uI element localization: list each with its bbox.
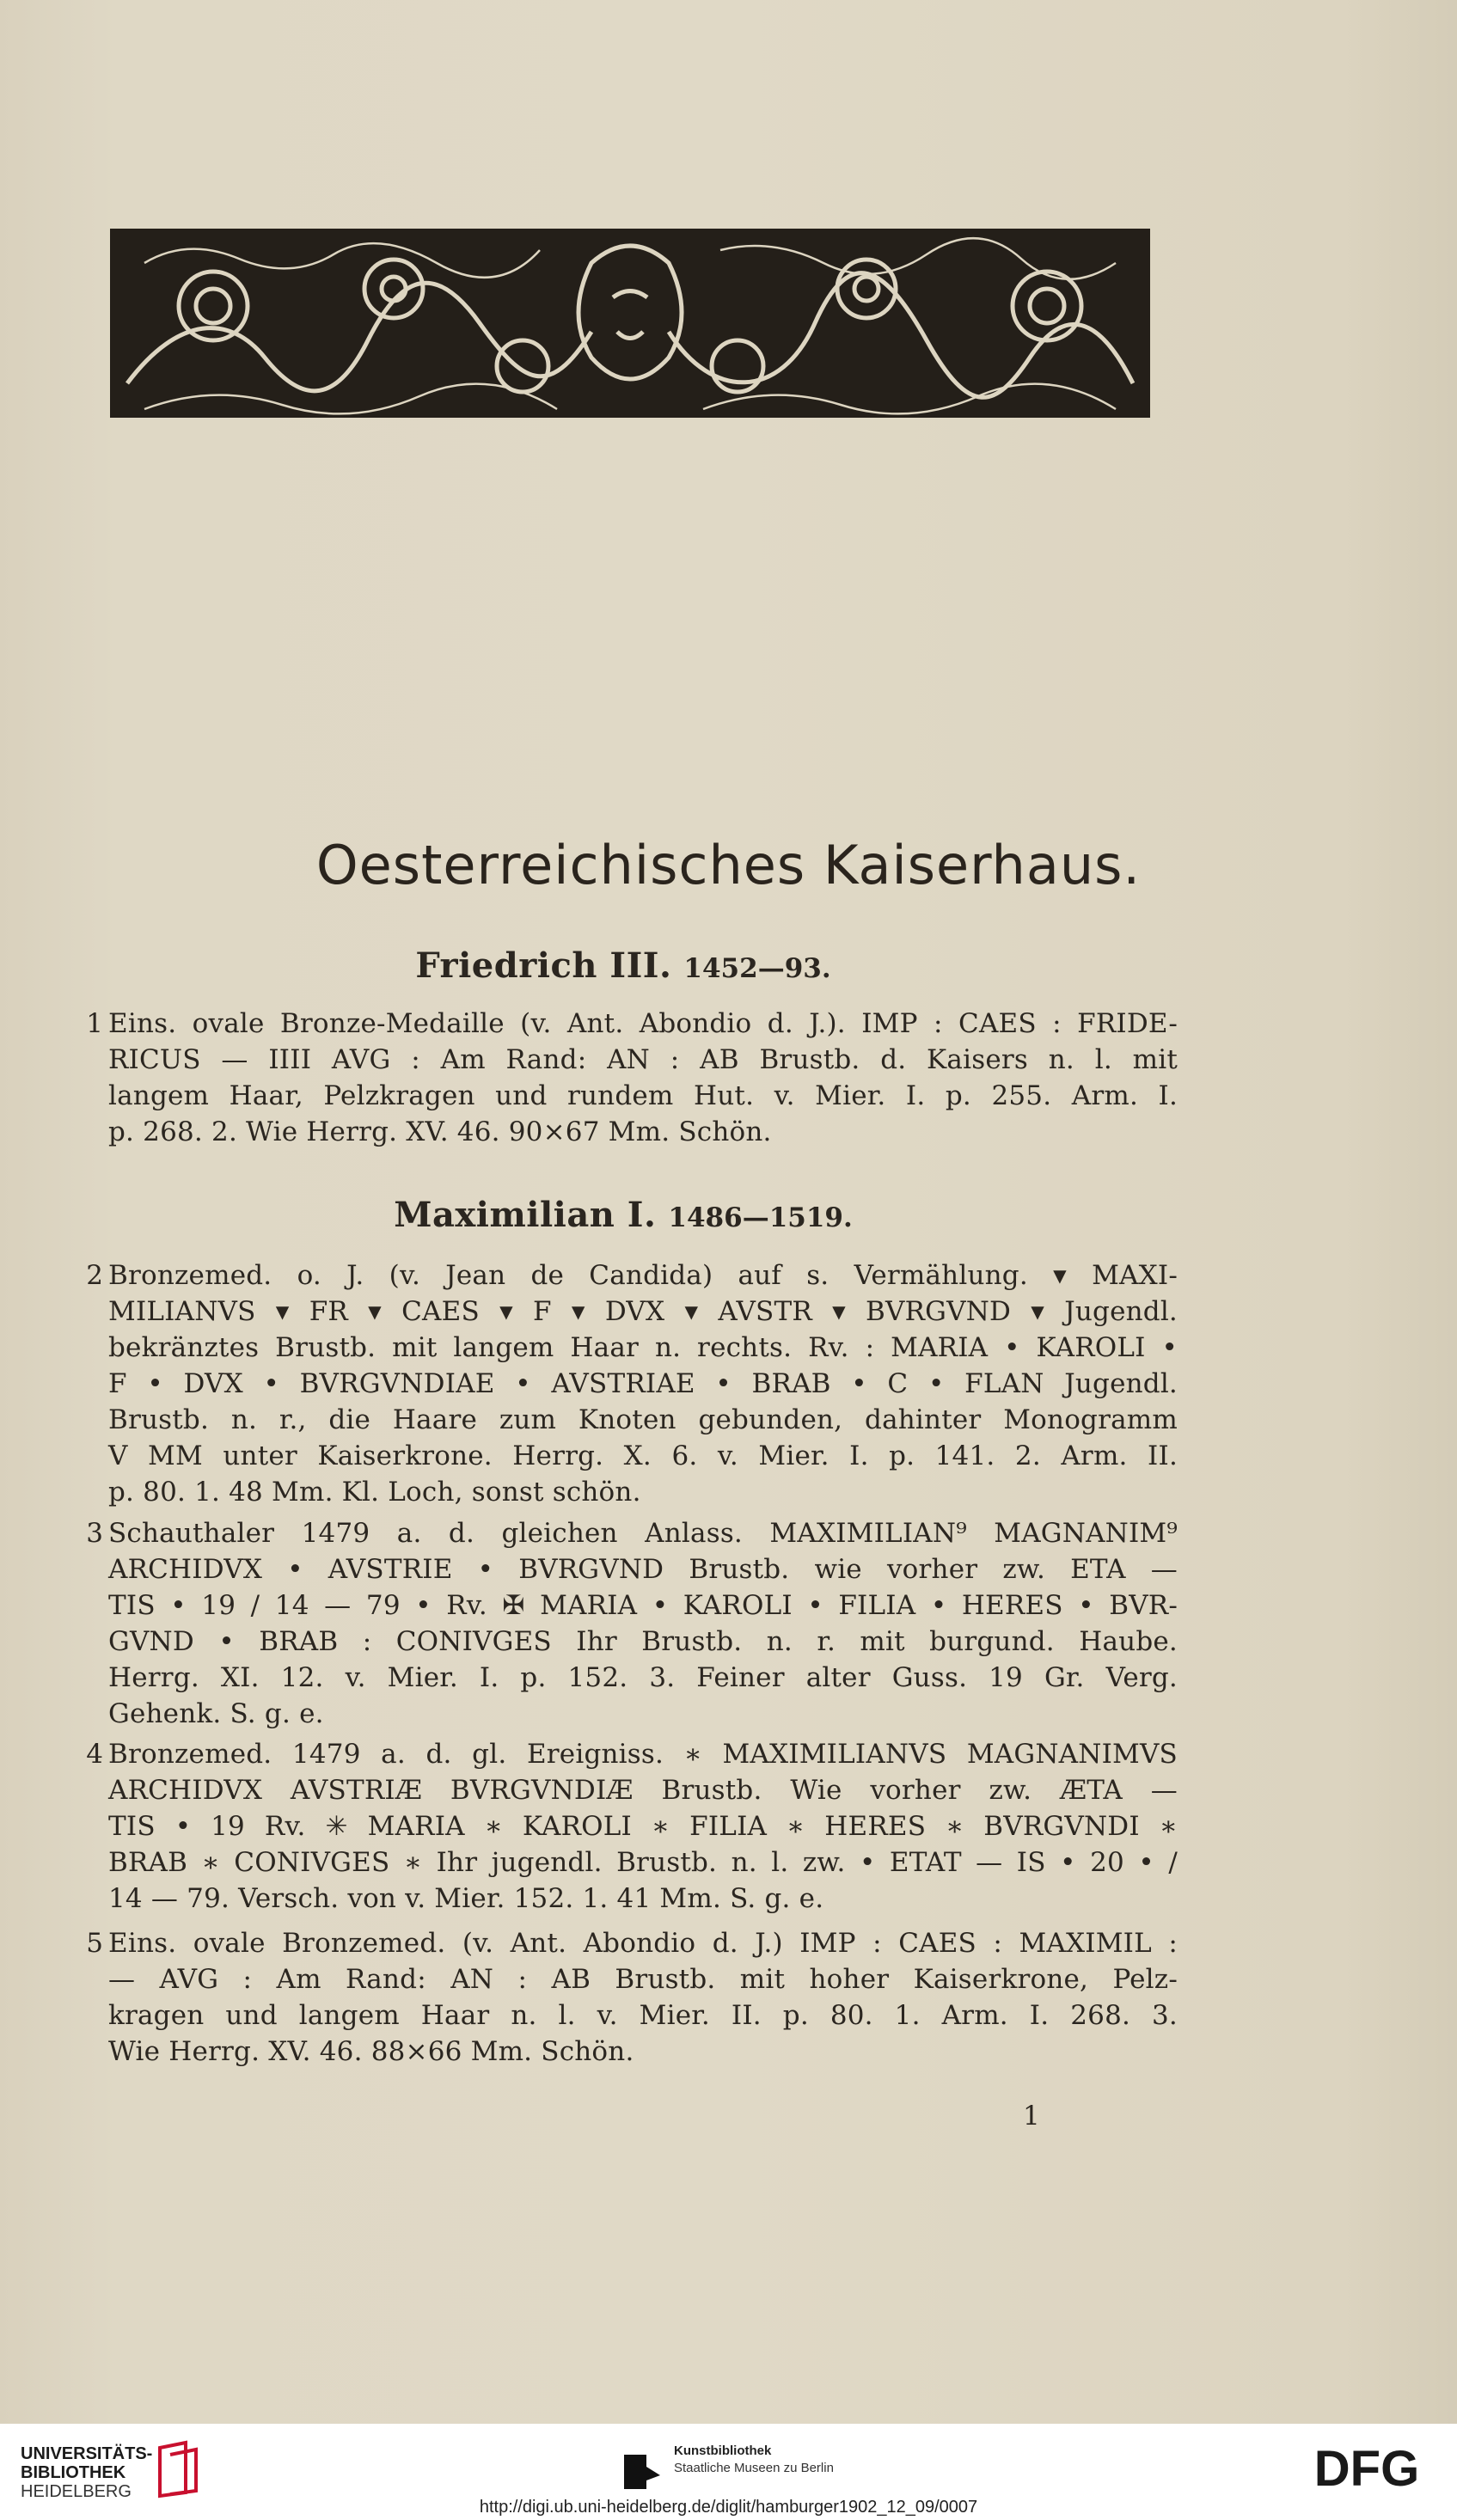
kb-logo-line: Staatliche Museen zu Berlin [674,2461,834,2475]
catalog-entry-1 [69,1006,1178,1150]
catalog-entry-5 [69,1925,1178,2070]
entry-line: p. 268. 2. Wie Herrg. XV. 46. 90×67 Mm. Schön. [108,1116,772,1147]
section-years: 1486—1519. [668,1202,853,1233]
entry-line: p. 80. 1. 48 Mm. Kl. Loch, sonst schön. [108,1477,641,1508]
entry-line: langem Haar, Pelzkragen und rundem Hut. v. Mier. I. p. 255. Arm. I. [108,1080,1178,1111]
dfg-logo-text: DFG [1313,2441,1420,2494]
entry-line: — AVG : Am Rand: AN : AB Brustb. mit hoher Kaiserkrone, Pelz- [108,1964,1178,1995]
kb-logo-line: Kunstbibliothek [674,2444,772,2458]
entry-line: MILIANVS ▾ FR ▾ CAES ▾ F ▾ DVX ▾ AVSTR ▾ BVRGVND ▾ Jugendl. [108,1296,1178,1327]
entry-line: Bronzemed. 1479 a. d. gl. Ereigniss. ∗ MAXIMILIANVS MAGNANIMVS [108,1739,1178,1770]
catalog-entry-4 [69,1736,1178,1917]
entry-line: bekränztes Brustb. mit langem Haar n. rechts. Rv. : MARIA • KAROLI • [108,1332,1178,1363]
entry-number: 4 [86,1739,103,1770]
entry-line: Brustb. n. r., die Haare zum Knoten gebunden, dahinter Monogramm [108,1404,1178,1435]
entry-number: 1 [86,1008,103,1039]
entry-line: Wie Herrg. XV. 46. 88×66 Mm. Schön. [108,2036,634,2067]
entry-line: Herrg. XI. 12. v. Mier. I. p. 152. 3. Feiner alter Guss. 19 Gr. Verg. [108,1662,1178,1693]
entry-number: 2 [86,1260,103,1291]
entry-line: BRAB ∗ CONIVGES ∗ Ihr jugendl. Brustb. n. l. zw. • ETAT — IS • 20 • / [108,1847,1178,1878]
entry-line: Eins. ovale Bronze-Medaille (v. Ant. Abondio d. J.). IMP : CAES : FRIDE- [108,1008,1178,1039]
entry-line: F • DVX • BVRGVNDIAE • AVSTRIAE • BRAB • C • FLAN Jugendl. [108,1368,1178,1399]
entry-line: V MM unter Kaiserkrone. Herrg. X. 6. v. Mier. I. p. 141. 2. Arm. II. [108,1440,1178,1471]
ub-logo-line: UNIVERSITÄTS- [21,2444,153,2463]
entry-line: TIS • 19 Rv. ✳ MARIA ∗ KAROLI ∗ FILIA ∗ HERES ∗ BVRGVNDI ∗ [108,1811,1178,1842]
digitization-footer [0,2424,1457,2520]
catalog-entry-2 [69,1257,1178,1510]
entry-number: 5 [86,1928,103,1959]
page-number: 1 [1023,2101,1040,2132]
entry-line: ARCHIDVX AVSTRIÆ BVRGVNDIÆ Brustb. Wie vorher zw. ÆTA — [108,1775,1178,1806]
section-years: 1452—93. [683,953,831,984]
ub-heidelberg-logo[interactable] [21,2444,152,2501]
ub-logo-mark-icon [151,2439,205,2499]
page-title: Oesterreichisches Kaiserhaus. [315,834,1142,896]
entry-line: Bronzemed. o. J. (v. Jean de Candida) auf s. Vermählung. ▾ MAXI- [108,1260,1178,1291]
entry-line: Schauthaler 1479 a. d. gleichen Anlass. MAXIMILIAN⁹ MAGNANIM⁹ [108,1518,1178,1549]
entry-line: ARCHIDVX • AVSTRIE • BVRGVND Brustb. wie vorher zw. ETA — [108,1554,1178,1585]
entry-line: 14 — 79. Versch. von v. Mier. 152. 1. 41 Mm. S. g. e. [108,1883,824,1914]
entry-number: 3 [86,1518,103,1549]
section-name: Friedrich III. [415,945,672,986]
entry-line: RICUS — IIII AVG : Am Rand: AN : AB Brustb. d. Kaisers n. l. mit [108,1044,1178,1075]
kunstbibliothek-eagle-icon [621,2450,664,2492]
catalog-entry-3 [69,1515,1178,1732]
section-heading-maximilian [0,1195,1246,1235]
entry-line: Gehenk. S. g. e. [108,1698,324,1729]
entry-line: TIS • 19 / 14 — 79 • Rv. ✠ MARIA • KAROLI • FILIA • HERES • BVR- [108,1590,1178,1621]
ub-logo-line: HEIDELBERG [21,2482,132,2501]
ub-logo-line: BIBLIOTHEK [21,2463,126,2482]
section-name: Maximilian I. [394,1195,657,1235]
ornamental-header-band [110,211,1150,443]
entry-line: Eins. ovale Bronzemed. (v. Ant. Abondio d. J.) IMP : CAES : MAXIMIL : [108,1928,1178,1959]
permalink-url[interactable]: http://digi.ub.uni-heidelberg.de/diglit/hamburger1902_12_09/0007 [479,2498,978,2517]
entry-line: kragen und langem Haar n. l. v. Mier. II. p. 80. 1. Arm. I. 268. 3. [108,2000,1178,2031]
entry-line: GVND • BRAB : CONIVGES Ihr Brustb. n. r. mit burgund. Haube. [108,1626,1178,1657]
section-heading-friedrich [0,945,1246,986]
dfg-logo[interactable] [1298,2441,1436,2494]
kunstbibliothek-logo[interactable] [621,2443,834,2477]
